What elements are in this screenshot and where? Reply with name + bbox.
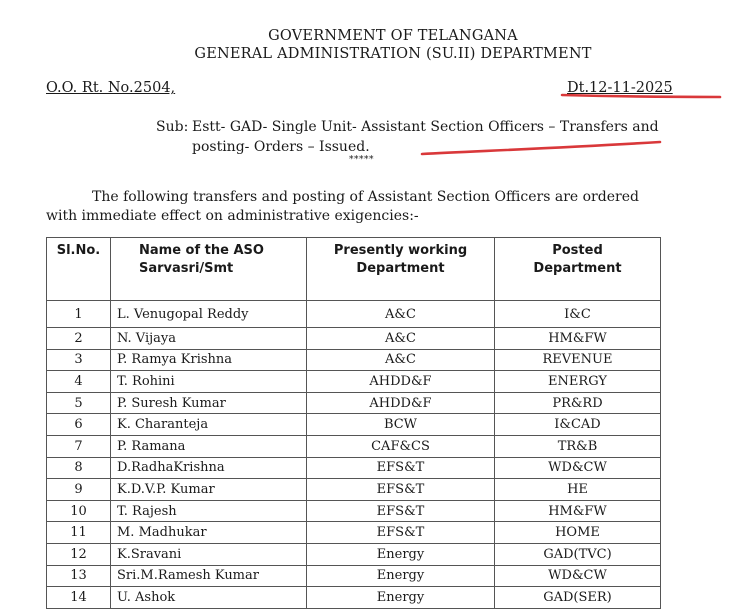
cell-sl-no: 6 xyxy=(47,414,111,436)
header-sl-no: Sl.No. xyxy=(47,238,111,301)
cell-present-dept: AHDD&F xyxy=(307,392,495,414)
cell-posted-dept: HOME xyxy=(495,522,661,544)
cell-name: M. Madhukar xyxy=(111,522,307,544)
cell-present-dept: EFS&T xyxy=(307,457,495,479)
department-title: GENERAL ADMINISTRATION (SU.II) DEPARTMENT xyxy=(194,46,592,62)
table-row xyxy=(47,371,661,393)
subject-label: Sub: xyxy=(156,119,189,135)
cell-posted-dept: WD&CW xyxy=(495,457,661,479)
cell-posted-dept: HE xyxy=(495,479,661,501)
header-posted-dept: Posted Department xyxy=(495,238,661,301)
subject-line-1: Estt- GAD- Single Unit- Assistant Section Officers – Transfers and xyxy=(192,119,659,135)
order-number: O.O. Rt. No.2504, xyxy=(46,80,176,96)
cell-name: K.D.V.P. Kumar xyxy=(111,479,307,501)
cell-sl-no: 3 xyxy=(47,349,111,371)
cell-posted-dept: I&C xyxy=(495,301,661,328)
header-name: Name of the ASO Sarvasri/Smt xyxy=(111,238,307,301)
cell-sl-no: 13 xyxy=(47,565,111,587)
cell-present-dept: EFS&T xyxy=(307,522,495,544)
cell-sl-no: 1 xyxy=(47,301,111,328)
cell-name: N. Vijaya xyxy=(111,328,307,350)
cell-sl-no: 12 xyxy=(47,543,111,565)
table-row xyxy=(47,414,661,436)
cell-posted-dept: HM&FW xyxy=(495,328,661,350)
cell-name: K.Sravani xyxy=(111,543,307,565)
cell-sl-no: 4 xyxy=(47,371,111,393)
transfers-table xyxy=(46,237,661,609)
cell-sl-no: 10 xyxy=(47,500,111,522)
cell-name: L. Venugopal Reddy xyxy=(111,301,307,328)
cell-name: D.RadhaKrishna xyxy=(111,457,307,479)
table-row xyxy=(47,587,661,609)
table-row xyxy=(47,435,661,457)
cell-sl-no: 9 xyxy=(47,479,111,501)
cell-posted-dept: WD&CW xyxy=(495,565,661,587)
subject-block xyxy=(156,117,696,157)
cell-sl-no: 2 xyxy=(47,328,111,350)
cell-present-dept: EFS&T xyxy=(307,500,495,522)
cell-present-dept: A&C xyxy=(307,301,495,328)
cell-name: U. Ashok xyxy=(111,587,307,609)
table-row xyxy=(47,479,661,501)
table-row xyxy=(47,500,661,522)
intro-line-1: The following transfers and posting of Assistant Section Officers are ordered xyxy=(92,189,639,205)
cell-sl-no: 14 xyxy=(47,587,111,609)
order-date: Dt.12-11-2025 xyxy=(567,80,673,96)
cell-posted-dept: HM&FW xyxy=(495,500,661,522)
cell-posted-dept: PR&RD xyxy=(495,392,661,414)
cell-present-dept: BCW xyxy=(307,414,495,436)
intro-line-2: with immediate effect on administrative exigencies:- xyxy=(46,208,419,224)
cell-name: P. Ramana xyxy=(111,435,307,457)
table-row xyxy=(47,392,661,414)
cell-posted-dept: REVENUE xyxy=(495,349,661,371)
table-row xyxy=(47,522,661,544)
government-title: GOVERNMENT OF TELANGANA xyxy=(268,28,518,44)
table-row xyxy=(47,328,661,350)
table-row xyxy=(47,543,661,565)
header-present-dept: Presently working Department xyxy=(307,238,495,301)
cell-present-dept: Energy xyxy=(307,543,495,565)
cell-name: P. Suresh Kumar xyxy=(111,392,307,414)
cell-posted-dept: ENERGY xyxy=(495,371,661,393)
cell-name: P. Ramya Krishna xyxy=(111,349,307,371)
cell-name: Sri.M.Ramesh Kumar xyxy=(111,565,307,587)
cell-present-dept: Energy xyxy=(307,587,495,609)
cell-sl-no: 11 xyxy=(47,522,111,544)
cell-sl-no: 8 xyxy=(47,457,111,479)
cell-name: T. Rajesh xyxy=(111,500,307,522)
cell-present-dept: Energy xyxy=(307,565,495,587)
cell-sl-no: 7 xyxy=(47,435,111,457)
intro-paragraph xyxy=(46,188,666,226)
cell-present-dept: CAF&CS xyxy=(307,435,495,457)
cell-posted-dept: GAD(TVC) xyxy=(495,543,661,565)
cell-present-dept: AHDD&F xyxy=(307,371,495,393)
table-header-row xyxy=(47,238,661,301)
cell-present-dept: EFS&T xyxy=(307,479,495,501)
cell-present-dept: A&C xyxy=(307,349,495,371)
cell-name: K. Charanteja xyxy=(111,414,307,436)
cell-posted-dept: GAD(SER) xyxy=(495,587,661,609)
table-row xyxy=(47,349,661,371)
table-row xyxy=(47,301,661,328)
separator-stars: ***** xyxy=(349,155,374,165)
cell-posted-dept: TR&B xyxy=(495,435,661,457)
cell-posted-dept: I&CAD xyxy=(495,414,661,436)
table-row xyxy=(47,457,661,479)
cell-name: T. Rohini xyxy=(111,371,307,393)
cell-sl-no: 5 xyxy=(47,392,111,414)
subject-line-2: posting- Orders – Issued. xyxy=(192,139,370,155)
table-row xyxy=(47,565,661,587)
cell-present-dept: A&C xyxy=(307,328,495,350)
